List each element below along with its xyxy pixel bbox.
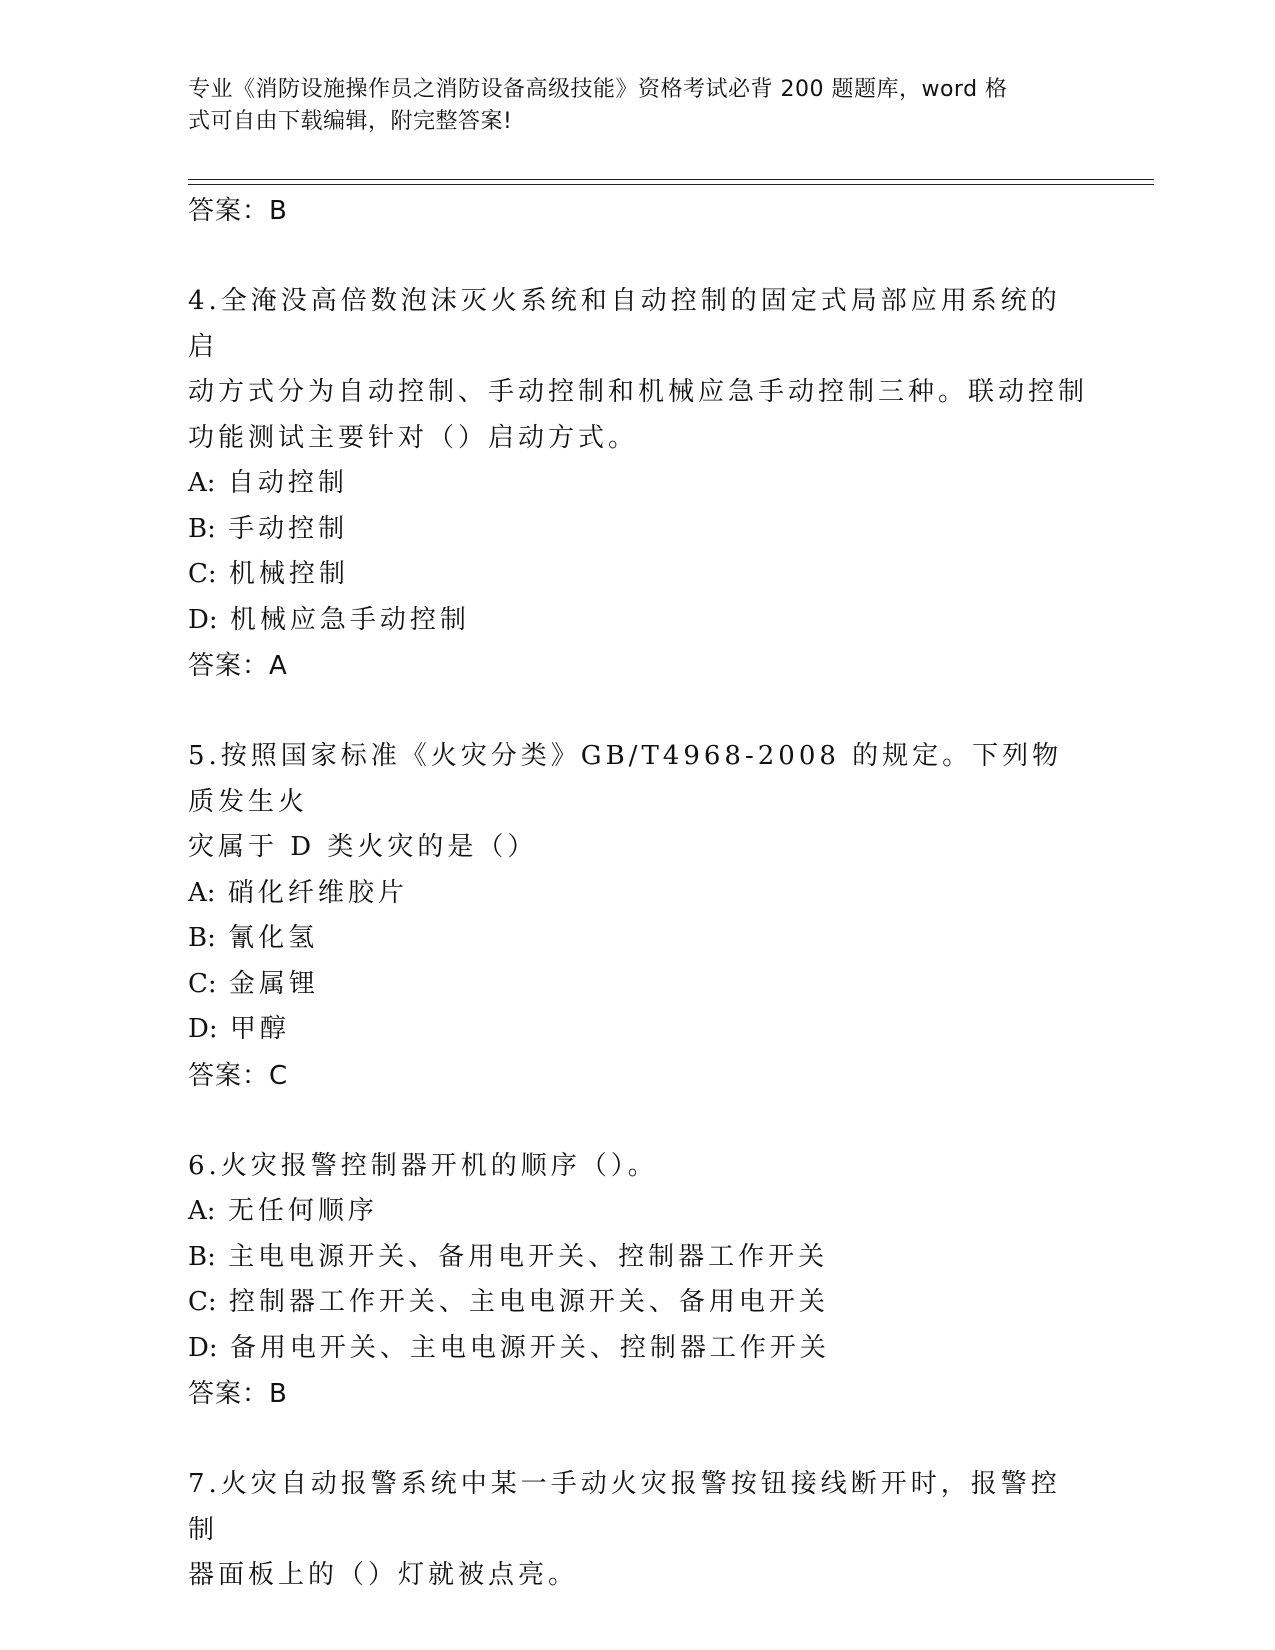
option-c: C: 控制器工作开关、主电电源开关、备用电开关 bbox=[188, 1287, 829, 1317]
option-b: B: 手动控制 bbox=[188, 513, 349, 544]
header-double-rule bbox=[188, 179, 1154, 185]
spacer bbox=[188, 689, 1088, 734]
spacer bbox=[188, 1099, 1088, 1144]
option-b: B: 氰化氢 bbox=[188, 923, 319, 953]
question-7 bbox=[188, 1462, 1088, 1599]
question-5 bbox=[188, 734, 1088, 1099]
answer-line: 答案：B bbox=[188, 196, 288, 226]
question-text-line: 动方式分为自动控制、手动控制和机械应急手动控制三种。联动控制 bbox=[188, 377, 1089, 407]
question-text-line: 4.全淹没高倍数泡沫灭火系统和自动控制的固定式局部应用系统的启 bbox=[188, 286, 1061, 362]
option-c: C: 金属锂 bbox=[188, 968, 319, 999]
answer-line: 答案：B bbox=[188, 1379, 288, 1409]
question-6 bbox=[188, 1144, 1088, 1418]
option-c: C: 机械控制 bbox=[188, 559, 349, 589]
option-a: A: 自动控制 bbox=[188, 468, 348, 498]
question-text-line: 6.火灾报警控制器开机的顺序（）。 bbox=[188, 1150, 658, 1181]
question-text-line: 灾属于 D 类火灾的是（） bbox=[188, 832, 538, 862]
question-text-line: 器面板上的（）灯就被点亮。 bbox=[188, 1560, 579, 1590]
option-a: A: 硝化纤维胶片 bbox=[188, 877, 408, 908]
option-b: B: 主电电源开关、备用电开关、控制器工作开关 bbox=[188, 1241, 829, 1272]
header-line-1: 专业《消防设施操作员之消防设备高级技能》资格考试必背 200 题题库，word 格 bbox=[188, 77, 1008, 102]
question-text-line: 功能测试主要针对（）启动方式。 bbox=[188, 422, 639, 453]
header-line-2: 式可自由下载编辑，附完整答案! bbox=[188, 109, 513, 134]
option-d: D: 甲醇 bbox=[188, 1014, 290, 1044]
spacer bbox=[188, 1417, 1088, 1462]
answer-line: 答案：C bbox=[188, 1060, 289, 1091]
page-header bbox=[188, 74, 1068, 138]
option-a: A: 无任何顺序 bbox=[188, 1196, 378, 1226]
question-text-line: 7.火灾自动报警系统中某一手动火灾报警按钮接线断开时，报警控制 bbox=[188, 1469, 1061, 1545]
document-body bbox=[188, 188, 1088, 1599]
spacer bbox=[188, 234, 1088, 279]
answer-line: 答案：A bbox=[188, 651, 288, 681]
option-d: D: 备用电开关、主电电源开关、控制器工作开关 bbox=[188, 1332, 830, 1363]
option-d: D: 机械应急手动控制 bbox=[188, 604, 470, 635]
question-text-line: 5.按照国家标准《火灾分类》GB/T4968-2008 的规定。下列物质发生火 bbox=[188, 741, 1063, 817]
question-4 bbox=[188, 279, 1088, 689]
